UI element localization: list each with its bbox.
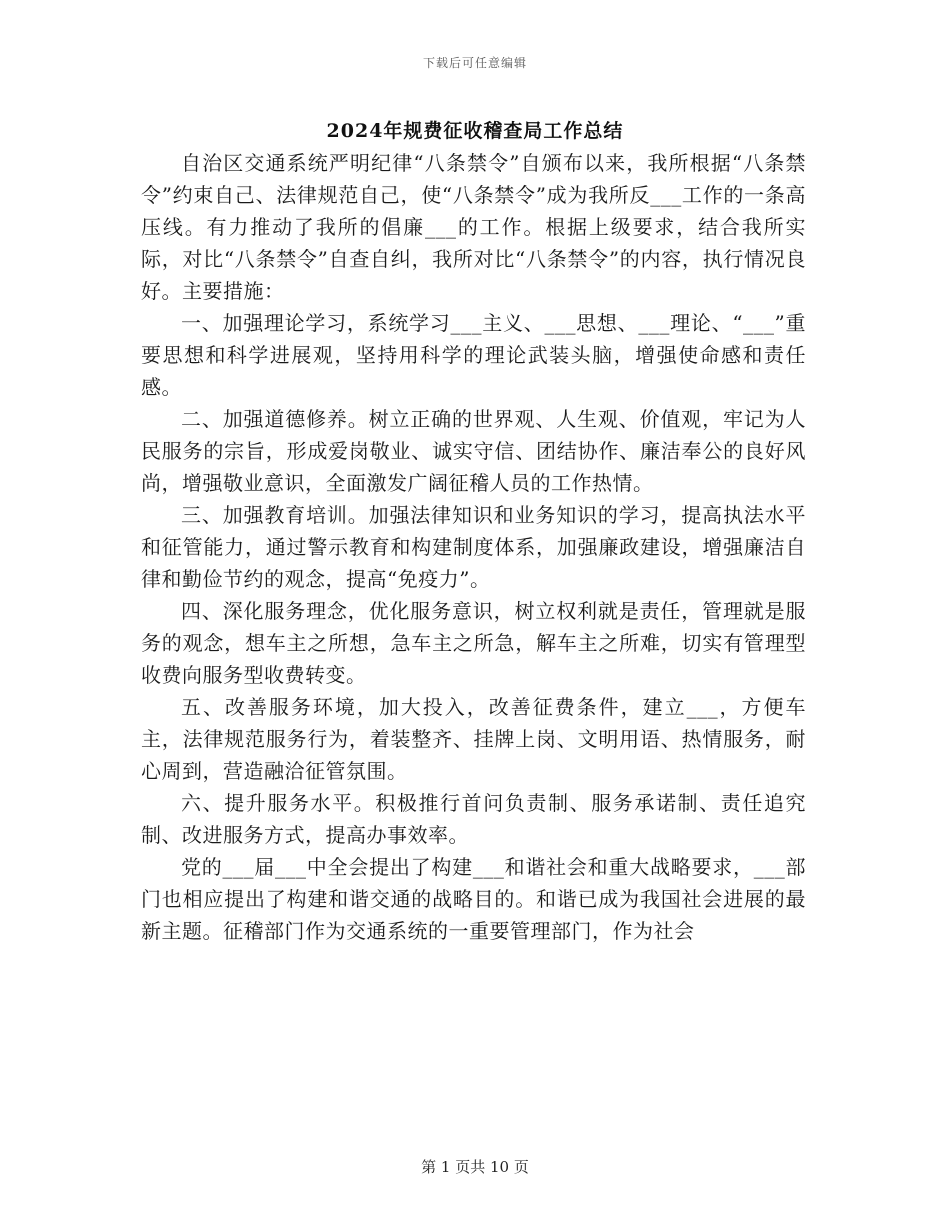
page-number: 第 1 页共 10 页 [421, 1158, 529, 1176]
paragraph-item-1: 一、加强理论学习，系统学习___主义、___思想、___理论、“___”重要思想和科学进展观，坚持用科学的理论武装头脑，增强使命感和责任感。 [141, 311, 806, 399]
paragraph-item-2: 二、加强道德修养。树立正确的世界观、人生观、价值观，牢记为人民服务的宗旨，形成爱岗敬业、诚实守信、团结协作、廉洁奉公的良好风尚，增强敬业意识，全面激发广阔征稽人员的工作热情。 [141, 407, 806, 495]
header-note: 下载后可任意编辑 [422, 56, 527, 70]
paragraph-intro: 自治区交通系统严明纪律“八条禁令”自颁布以来，我所根据“八条禁令”约束自己、法律规范自己，使“八条禁令”成为我所反___工作的一条高压线。有力推动了我所的倡廉___的工作。根据上级要求，结合我所实际，对比“八条禁令”自查自纠，我所对比“八条禁令”的内容，执行情况良好。主要措施： [141, 151, 806, 303]
paragraph-item-6: 六、提升服务水平。积极推行首问负责制、服务承诺制、责任追究制、改进服务方式，提高办事效率。 [141, 791, 806, 847]
paragraph-item-4: 四、深化服务理念，优化服务意识，树立权利就是责任，管理就是服务的观念，想车主之所想，急车主之所急，解车主之所难，切实有管理型收费向服务型收费转变。 [141, 599, 806, 687]
paragraph-closing: 党的___届___中全会提出了构建___和谐社会和重大战略要求，___部门也相应提出了构建和谐交通的战略目的。和谐已成为我国社会进展的最新主题。征稽部门作为交通系统的一重要管理部门，作为社会 [141, 855, 806, 943]
document-body [141, 147, 806, 947]
document-title: 2024年规费征收稽查局工作总结 [326, 120, 624, 142]
paragraph-item-3: 三、加强教育培训。加强法律知识和业务知识的学习，提高执法水平和征管能力，通过警示教育和构建制度体系，加强廉政建设，增强廉洁自律和勤俭节约的观念，提高“免疫力”。 [141, 503, 806, 591]
paragraph-item-5: 五、改善服务环境，加大投入，改善征费条件，建立___，方便车主，法律规范服务行为，着装整齐、挂牌上岗、文明用语、热情服务，耐心周到，营造融洽征管氛围。 [141, 695, 806, 783]
